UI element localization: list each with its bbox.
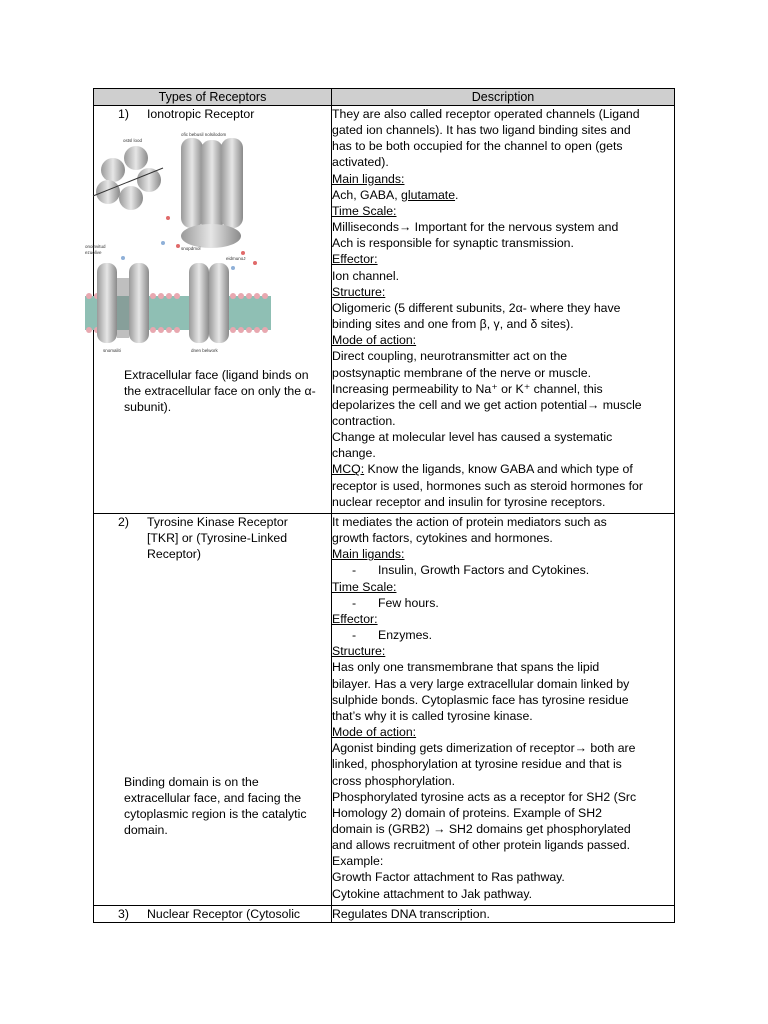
description-fragment: . [455,187,459,202]
header-types: Types of Receptors [94,89,332,106]
description-line: cross phosphorylation. [332,773,456,788]
table-row [94,514,675,906]
description-line: sulphide bonds. Cytoplasmic face has tyrosine residue [332,692,629,707]
figure-label: snomaliti [103,348,121,354]
section-heading: Main ligands: [332,547,405,562]
description-line: domain is (GRB2) → SH2 domains get phosphorylated [332,821,631,836]
description-line: Has only one transmembrane that spans the lipid [332,660,600,675]
description-fragment: glutamate [401,187,456,202]
section-heading: Structure: [332,284,386,299]
receptor-heading [118,514,331,562]
figure-label: ezuolive [85,250,102,256]
description-line: Example: [332,854,384,869]
pentamer-top-view [93,146,163,210]
receptor-description-cell [332,106,675,514]
description-line: They are also called receptor operated channels (Ligand [332,107,640,121]
receptor-title [147,106,331,122]
description-line: Oligomeric (5 different subunits, 2α- where they have [332,300,621,315]
description-line: bilayer. Has a very large extracellular domain linked by [332,676,630,691]
section-heading: Time Scale: [332,203,397,218]
description-fragment: MCQ: [332,462,365,477]
description-line [332,187,674,203]
description-line: Homology 2) domain of proteins. Example of SH2 [332,805,602,820]
header-row [94,89,675,106]
item-number: 2) [118,515,129,529]
receptor-title-line: Receptor) [147,547,201,562]
description-line [332,461,674,477]
description-line: postsynaptic membrane of the nerve or muscle. [332,365,592,380]
receptor-type-cell [85,106,332,514]
description-line: Phosphorylated tyrosine acts as a receptor for SH2 (Src [332,789,637,804]
section-heading: Effector: [332,252,378,267]
figure-label: onoinvitud [85,244,106,250]
receptor-side-view [181,138,243,248]
description-line: Regulates DNA transcription. [332,907,490,921]
description-line: Direct coupling, neurotransmitter act on the [332,349,568,364]
bullet-dash: - [352,563,357,578]
receptor-description-cell [332,906,675,923]
receptor-title-line: [TKR] or (Tyrosine-Linked [147,531,288,546]
figure-label: ofic bebusil nolsilodom [181,132,227,138]
item-number: 1) [118,107,129,121]
bullet-item [332,627,674,643]
description-line: Cytokine attachment to Jak pathway. [332,886,533,901]
bullet-item [332,562,674,578]
table-row [94,106,675,514]
section-heading: Mode of action: [332,333,417,348]
figure-label: ostsl lood [123,138,143,144]
bullet-item [332,595,674,611]
description-line: Agonist binding gets dimerization of receptor→ both are [332,741,636,756]
receptor-title [147,514,331,562]
figure-label: snopdmol [181,246,201,252]
receptor-description-cell [332,514,675,906]
receptor-type-cell [94,514,332,906]
item-number: 3) [118,907,129,921]
description-line: change. [332,446,376,461]
description-line: activated). [332,155,389,170]
receptor-location-note: Extracellular face (ligand binds on the extracellular face on only the α-subunit). [124,368,316,415]
receptor-location-note: Binding domain is on the extracellular face, and facing the cytoplasmic region is the catalytic domain. [124,775,307,838]
description-line: Ion channel. [332,268,400,283]
description-line: It mediates the action of protein mediators such as [332,515,607,529]
receptor-illustration [83,128,273,360]
receptor-title: Nuclear Receptor (Cytosolic [147,907,301,921]
bullet-dash: - [352,595,357,610]
description-line: Ach is responsible for synaptic transmission. [332,236,574,251]
bullet-text: Enzymes. [378,628,432,643]
section-heading: Main ligands: [332,171,405,186]
description-fragment: Ach, GABA, [332,187,402,202]
description-line: contraction. [332,413,396,428]
header-description: Description [332,89,675,106]
ionotropic-receptor-figure [83,128,273,360]
description-line: linked, phosphorylation at tyrosine residue and that is [332,757,622,772]
description-line: Milliseconds→ Important for the nervous system and [332,220,619,235]
section-heading: Structure: [332,644,386,659]
bullet-text: Few hours. [378,595,439,610]
description-line: Growth Factor attachment to Ras pathway. [332,870,565,885]
receptor-title-line: Ionotropic Receptor [147,107,255,121]
description-line: nuclear receptor and insulin for tyrosine receptors. [332,494,606,509]
section-heading: Mode of action: [332,725,417,740]
description-line: gated ion channels). It has two ligand binding sites and [332,123,631,138]
receptor-heading [118,106,331,122]
receptor-heading [118,906,331,922]
receptor-type-cell [94,906,332,923]
figure-label: eidmunoJ [226,256,246,262]
receptor-title-line: Tyrosine Kinase Receptor [147,515,288,529]
section-heading: Time Scale: [332,579,397,594]
description-line: binding sites and one from β, γ, and δ sites). [332,317,574,332]
bullet-dash: - [352,628,357,643]
figure-label: dnen belwork [191,348,218,354]
description-line: and allows recruitment of other protein ligands passed. [332,838,631,853]
bullet-text: Insulin, Growth Factors and Cytokines. [378,563,590,578]
description-fragment: Know the ligands, know GABA and which type of [364,462,633,477]
description-line: Change at molecular level has caused a systematic [332,430,613,445]
description-line: growth factors, cytokines and hormones. [332,531,553,546]
receptor-table [85,88,675,923]
description-line: that’s why it is called tyrosine kinase. [332,708,533,723]
description-line: receptor is used, hormones such as steroid hormones for [332,478,643,493]
description-line: Increasing permeability to Na⁺ or K⁺ channel, this [332,381,603,396]
section-heading: Effector: [332,611,378,626]
description-line: depolarizes the cell and we get action potential→ muscle [332,397,642,412]
description-line: has to be both occupied for the channel to open (gets [332,139,623,154]
table-row [94,906,675,923]
